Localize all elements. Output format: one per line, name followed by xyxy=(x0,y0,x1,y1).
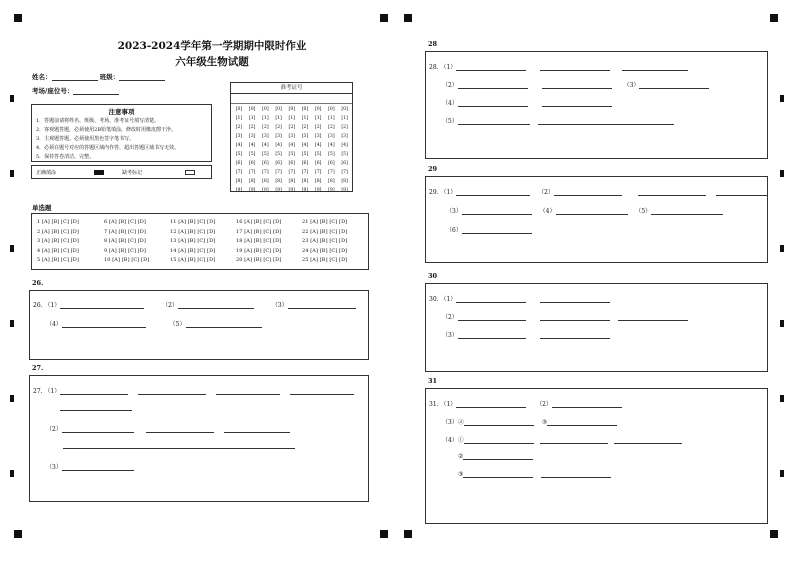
q28-row-2 xyxy=(442,80,709,89)
q27-part-1-blank[interactable] xyxy=(60,410,132,411)
q27-box xyxy=(29,375,369,502)
exam-id-digit-bubble[interactable]: [1] xyxy=(328,116,335,121)
q28-part-1-blank[interactable] xyxy=(540,70,610,71)
q27-label: 27. xyxy=(32,364,44,372)
circle-3: ③ xyxy=(541,419,548,426)
side-mark xyxy=(10,470,14,477)
exam-id-digit-bubble[interactable]: [8] xyxy=(248,179,256,184)
exam-id-digit-bubble[interactable]: [9] xyxy=(328,188,335,193)
exam-id-title: 准考证号 xyxy=(231,83,352,94)
side-mark xyxy=(780,320,784,327)
notice-item: 3．主观题答题，必须使用黑色签字笔书写。 xyxy=(36,136,135,142)
exam-id-digit-bubble[interactable]: [8] xyxy=(275,179,282,184)
choice-item[interactable]: 16 [A] [B] [C] [D] xyxy=(236,219,282,225)
q30-part-2-blank[interactable] xyxy=(618,320,688,321)
circle-2: ② xyxy=(457,419,464,426)
exam-id-digit-bubble[interactable]: [0] xyxy=(328,107,335,112)
q28-box xyxy=(425,51,768,159)
choice-item[interactable]: 24 [A] [B] [C] [D] xyxy=(302,247,348,254)
exam-id-digit-bubble[interactable]: [5] xyxy=(248,152,256,157)
side-mark xyxy=(780,395,784,402)
exam-id-digit-bubble[interactable]: [3] xyxy=(301,134,309,139)
notice-item: 4．必须在题号对应的答题区域内作答，超出答题区域书写无效。 xyxy=(36,145,180,151)
q27-part-2-blank[interactable] xyxy=(63,448,295,449)
q30-part-1-label: （1） xyxy=(440,296,457,303)
q28-part-2-blank[interactable] xyxy=(542,88,612,89)
circle-1: ① xyxy=(457,437,464,444)
exam-id-digit-bubble[interactable]: [1] xyxy=(288,116,296,121)
circle-3: ③ xyxy=(458,471,464,478)
exam-id-digit-bubble[interactable]: [6] xyxy=(301,161,309,166)
q27-row-1 xyxy=(33,386,354,395)
q27-part-1-blank[interactable] xyxy=(60,394,128,395)
exam-id-digit-bubble[interactable]: [0] xyxy=(288,107,296,112)
exam-id-digit-bubble[interactable]: [4] xyxy=(248,143,256,148)
q27-part-2-blank[interactable] xyxy=(224,432,290,433)
q29-part-6-label: （6） xyxy=(446,227,462,234)
q28-number: 28. xyxy=(429,64,439,71)
q30-part-2-label: （2） xyxy=(442,314,458,321)
q28-part-1-blank[interactable] xyxy=(622,70,688,71)
q29-part-3-blank[interactable] xyxy=(462,214,532,215)
exam-id-digit-bubble[interactable]: [3] xyxy=(275,134,282,139)
q30-part-2-blank[interactable] xyxy=(458,320,526,321)
q31-part-3-blank[interactable] xyxy=(464,425,534,426)
exam-id-digit-bubble[interactable]: [5] xyxy=(328,152,335,157)
exam-id-digit-bubble[interactable]: [9] xyxy=(341,188,348,193)
exam-id-digit-bubble[interactable]: [4] xyxy=(288,143,296,148)
q31-row-3 xyxy=(442,435,682,444)
q29-row-2 xyxy=(446,206,723,215)
q27-part-1-blank[interactable] xyxy=(216,394,280,395)
q26-part-2-label: （2） xyxy=(162,302,178,309)
q27-part-2-blank[interactable] xyxy=(62,432,134,433)
exam-id-digit-column[interactable] xyxy=(301,105,309,195)
exam-id-digit-bubble[interactable]: [6] xyxy=(341,161,348,166)
q29-part-5-label: （5） xyxy=(635,208,652,215)
choice-item[interactable]: 13 [A] [B] [C] [D] xyxy=(170,238,216,245)
q26-part-5-blank[interactable] xyxy=(186,327,262,328)
absent-mark-label: 缺考标记 xyxy=(122,170,143,176)
q31-number: 31. xyxy=(429,401,439,408)
choice-item[interactable]: 8 [A] [B] [C] [D] xyxy=(104,238,146,245)
exam-id-digit-bubble[interactable]: [2] xyxy=(341,125,348,130)
room-seat-field[interactable] xyxy=(32,86,119,95)
side-mark xyxy=(10,395,14,402)
q31-part-4-blank[interactable] xyxy=(540,443,608,444)
exam-id-digit-column[interactable] xyxy=(275,105,283,195)
exam-id-digit-bubble[interactable]: [1] xyxy=(262,116,269,121)
side-mark xyxy=(780,245,784,252)
q27-part-1-blank[interactable] xyxy=(290,394,354,395)
q28-part-5-blank[interactable] xyxy=(458,124,530,125)
q29-part-2-blank[interactable] xyxy=(638,195,706,196)
exam-id-digit-bubble[interactable]: [6] xyxy=(262,161,269,166)
q28-part-3-label: （3） xyxy=(623,82,640,89)
exam-id-digit-bubble[interactable]: [2] xyxy=(314,125,322,130)
q26-number: 26. xyxy=(33,302,43,309)
q27-part-2-blank[interactable] xyxy=(146,432,214,433)
q28-part-4-blank[interactable] xyxy=(458,106,528,107)
q30-part-3-blank[interactable] xyxy=(458,338,526,339)
q31-part-4-blank[interactable] xyxy=(463,459,533,460)
exam-id-digit-bubble[interactable]: [3] xyxy=(341,134,348,139)
q31-row-2 xyxy=(442,417,617,426)
exam-id-digit-bubble[interactable]: [7] xyxy=(235,170,243,175)
choice-item[interactable]: 1 [A] [B] [C] [D] xyxy=(37,219,79,225)
q30-row-3 xyxy=(442,330,610,339)
choice-item[interactable]: 3 [A] [B] [C] [D] xyxy=(37,238,79,245)
q27-part-1-label: （1） xyxy=(44,388,61,395)
exam-id-digit-bubble[interactable]: [0] xyxy=(235,107,243,112)
q28-part-4-blank[interactable] xyxy=(542,106,612,107)
q26-part-5-label: （5） xyxy=(169,321,186,328)
choice-item[interactable]: 25 [A] [B] [C] [D] xyxy=(302,257,348,264)
q30-part-3-label: （3） xyxy=(442,332,458,339)
q29-part-6-blank[interactable] xyxy=(462,233,532,234)
single-choice-label: 单选题 xyxy=(32,204,52,212)
q28-part-3-blank[interactable] xyxy=(639,88,709,89)
q31-part-4-label: （4） xyxy=(442,437,458,444)
choice-item[interactable]: 12 [A] [B] [C] [D] xyxy=(170,228,216,235)
q31-part-1-label: （1） xyxy=(440,401,457,408)
exam-id-digit-bubble[interactable]: [1] xyxy=(275,116,282,121)
side-mark xyxy=(10,170,14,177)
circle-2: ② xyxy=(458,453,464,460)
q26-part-3-blank[interactable] xyxy=(288,308,356,309)
q26-row-2 xyxy=(46,319,262,328)
q26-part-2-blank[interactable] xyxy=(178,308,254,309)
choice-item[interactable]: 22 [A] [B] [C] [D] xyxy=(302,228,348,235)
exam-id-digit-bubble[interactable]: [5] xyxy=(288,152,296,157)
q28-row-3 xyxy=(442,98,612,107)
q29-part-3-label: （3） xyxy=(446,208,462,215)
q28-part-2-blank[interactable] xyxy=(458,88,528,89)
exam-id-digit-bubble[interactable]: [9] xyxy=(235,188,243,193)
name-field[interactable] xyxy=(32,72,165,81)
exam-id-digit-bubble[interactable]: [9] xyxy=(314,188,322,193)
q31-part-2-label: （2） xyxy=(536,401,552,408)
exam-id-digit-bubble[interactable]: [5] xyxy=(262,152,269,157)
side-mark xyxy=(10,95,14,102)
corner-mark xyxy=(14,14,22,22)
exam-id-digit-bubble[interactable]: [7] xyxy=(262,170,269,175)
q26-part-4-blank[interactable] xyxy=(62,327,146,328)
exam-title xyxy=(62,38,362,69)
q30-row-2 xyxy=(442,312,688,321)
q31-part-3-label: （3） xyxy=(442,419,458,426)
exam-id-digit-bubble[interactable]: [1] xyxy=(341,116,348,121)
exam-id-grid xyxy=(230,82,353,192)
side-mark xyxy=(780,95,784,102)
exam-id-digit-bubble[interactable]: [5] xyxy=(301,152,309,157)
exam-id-digit-bubble[interactable]: [5] xyxy=(235,152,243,157)
q31-part-4-blank[interactable] xyxy=(464,443,534,444)
choice-item[interactable]: 18 [A] [B] [C] [D] xyxy=(236,238,282,245)
fill-legend xyxy=(31,165,212,179)
exam-id-digit-bubble[interactable]: [2] xyxy=(328,125,335,130)
q31-part-1-blank[interactable] xyxy=(456,407,526,408)
choice-item[interactable]: 11 [A] [B] [C] [D] xyxy=(170,219,216,225)
q28-row-4 xyxy=(442,116,674,125)
q28-part-5-blank[interactable] xyxy=(538,124,674,125)
exam-id-digit-bubble[interactable]: [5] xyxy=(341,152,348,157)
q31-part-4-blank[interactable] xyxy=(541,477,611,478)
title-line-1: 2023-2024学年第一学期期中限时作业 xyxy=(117,40,307,52)
center-mark xyxy=(404,14,412,22)
choice-item[interactable]: 10 [A] [B] [C] [D] xyxy=(104,257,150,264)
choice-item[interactable]: 2 [A] [B] [C] [D] xyxy=(37,228,79,235)
q31-row-1 xyxy=(429,399,622,408)
exam-id-digit-bubble[interactable]: [6] xyxy=(248,161,256,166)
side-mark xyxy=(780,170,784,177)
q30-part-3-blank[interactable] xyxy=(540,338,610,339)
q30-number: 30. xyxy=(429,296,439,303)
exam-id-digit-bubble[interactable]: [2] xyxy=(301,125,309,130)
q29-part-1-blank[interactable] xyxy=(456,195,530,196)
q29-label: 29 xyxy=(428,165,438,173)
q26-row-1 xyxy=(33,300,356,309)
exam-id-digit-bubble[interactable]: [2] xyxy=(262,125,269,130)
title-line-2: 六年级生物试题 xyxy=(175,56,249,68)
exam-id-digit-bubble[interactable]: [7] xyxy=(248,170,256,175)
q30-row-1 xyxy=(429,294,610,303)
q26-part-3-label: （3） xyxy=(271,302,288,309)
q26-part-4-label: （4） xyxy=(46,321,62,328)
exam-id-digit-bubble[interactable]: [5] xyxy=(275,152,282,157)
exam-id-digit-bubble[interactable]: [5] xyxy=(314,152,322,157)
q31-part-2-blank[interactable] xyxy=(552,407,622,408)
exam-id-digit-bubble[interactable]: [7] xyxy=(275,170,282,175)
q27-row-2 xyxy=(46,424,290,433)
corner-mark xyxy=(770,14,778,22)
exam-id-digit-bubble[interactable]: [7] xyxy=(328,170,335,175)
exam-id-columns[interactable] xyxy=(231,104,352,194)
choice-item[interactable]: 23 [A] [B] [C] [D] xyxy=(302,238,348,245)
center-mark xyxy=(404,530,412,538)
exam-id-digit-bubble[interactable]: [4] xyxy=(301,143,309,148)
class-label: 班级： xyxy=(99,73,120,81)
q30-label: 30 xyxy=(428,272,438,280)
q31-label: 31 xyxy=(428,377,438,385)
q29-part-5-blank[interactable] xyxy=(651,214,723,215)
q29-row-1 xyxy=(429,187,768,196)
exam-id-digit-bubble[interactable]: [4] xyxy=(314,143,322,148)
q26-box xyxy=(29,290,369,360)
exam-id-digit-bubble[interactable]: [8] xyxy=(314,179,322,184)
exam-id-digit-bubble[interactable]: [2] xyxy=(235,125,243,130)
q31-box xyxy=(425,388,768,524)
side-mark xyxy=(10,245,14,252)
exam-id-digit-bubble[interactable]: [1] xyxy=(314,116,322,121)
q27-number: 27. xyxy=(33,388,43,395)
exam-id-digit-bubble[interactable]: [6] xyxy=(288,161,296,166)
exam-id-digit-bubble[interactable]: [8] xyxy=(288,179,296,184)
q26-label: 26. xyxy=(32,279,44,287)
choice-item[interactable]: 6 [A] [B] [C] [D] xyxy=(104,219,146,225)
q29-box xyxy=(425,176,768,263)
exam-id-digit-bubble[interactable]: [0] xyxy=(262,107,269,112)
choice-item[interactable]: 20 [A] [B] [C] [D] xyxy=(236,257,282,264)
exam-id-digit-bubble[interactable]: [4] xyxy=(328,143,335,148)
exam-id-digit-bubble[interactable]: [4] xyxy=(275,143,282,148)
q28-part-5-label: （5） xyxy=(442,118,458,125)
exam-id-digit-bubble[interactable]: [7] xyxy=(288,170,296,175)
notice-item: 1．答题前请将姓名、班级、考场、准考证号填写清楚。 xyxy=(36,118,160,124)
side-mark xyxy=(780,470,784,477)
q29-part-2-blank[interactable] xyxy=(716,195,768,196)
q27-part-2-label: （2） xyxy=(46,426,62,433)
exam-id-digit-bubble[interactable]: [8] xyxy=(341,179,348,184)
correct-fill-sample xyxy=(94,170,104,175)
exam-id-digit-bubble[interactable]: [1] xyxy=(301,116,309,121)
exam-id-digit-bubble[interactable]: [2] xyxy=(288,125,296,130)
exam-id-digit-bubble[interactable]: [0] xyxy=(248,107,256,112)
choice-item[interactable]: 19 [A] [B] [C] [D] xyxy=(236,247,282,254)
q27-part-1-blank[interactable] xyxy=(138,394,206,395)
exam-id-digit-column[interactable] xyxy=(314,105,322,195)
choice-item[interactable]: 7 [A] [B] [C] [D] xyxy=(104,228,146,235)
exam-id-digit-bubble[interactable]: [1] xyxy=(248,116,256,121)
exam-id-digit-bubble[interactable]: [7] xyxy=(301,170,309,175)
q26-part-1-label: （1） xyxy=(44,302,61,309)
notice-title: 注意事项 xyxy=(108,108,135,116)
choice-item[interactable]: 17 [A] [B] [C] [D] xyxy=(236,228,282,235)
absent-mark-box[interactable] xyxy=(185,170,195,175)
q29-row-3 xyxy=(446,225,532,234)
corner-mark xyxy=(14,530,22,538)
exam-id-digit-bubble[interactable]: [9] xyxy=(248,188,256,193)
q28-part-4-label: （4） xyxy=(442,100,458,107)
exam-id-digit-bubble[interactable]: [8] xyxy=(262,179,269,184)
q26-part-1-blank[interactable] xyxy=(60,308,144,309)
choice-item[interactable]: 21 [A] [B] [C] [D] xyxy=(302,219,348,225)
choice-item[interactable]: 14 [A] [B] [C] [D] xyxy=(170,247,216,254)
q27-part-3-label: （3） xyxy=(46,464,62,471)
exam-id-digit-bubble[interactable]: [4] xyxy=(235,143,243,148)
choice-item[interactable]: 15 [A] [B] [C] [D] xyxy=(170,257,216,264)
correct-fill-label: 正确填涂 xyxy=(36,170,57,176)
exam-id-digit-bubble[interactable]: [8] xyxy=(301,179,309,184)
q28-part-1-blank[interactable] xyxy=(456,70,526,71)
q31-row-4 xyxy=(458,453,533,460)
notice-box xyxy=(31,104,212,162)
q29-number: 29. xyxy=(429,189,439,196)
q28-part-2-label: （2） xyxy=(442,82,458,89)
q29-part-2-blank[interactable] xyxy=(554,195,622,196)
q29-part-1-label: （1） xyxy=(440,189,457,196)
exam-id-digit-column[interactable] xyxy=(341,105,349,195)
exam-id-digit-column[interactable] xyxy=(261,105,269,195)
exam-id-digit-bubble[interactable]: [2] xyxy=(248,125,256,130)
q30-part-1-blank[interactable] xyxy=(456,302,526,303)
notice-item: 5．保持答卷清洁、完整。 xyxy=(36,154,95,160)
exam-id-digit-bubble[interactable]: [1] xyxy=(235,116,243,121)
q27-part-3-blank[interactable] xyxy=(62,470,134,471)
exam-id-digit-bubble[interactable]: [3] xyxy=(248,134,256,139)
single-choice-box xyxy=(31,213,369,270)
exam-id-digit-bubble[interactable]: [0] xyxy=(314,107,322,112)
exam-id-digit-bubble[interactable]: [4] xyxy=(262,143,269,148)
exam-id-digit-bubble[interactable]: [3] xyxy=(288,134,296,139)
q31-part-4-blank[interactable] xyxy=(614,443,682,444)
q27-row-3 xyxy=(46,462,134,471)
exam-id-digit-bubble[interactable]: [3] xyxy=(262,134,269,139)
room-seat-label: 考场/座位号： xyxy=(32,87,74,95)
q28-row-1 xyxy=(429,62,688,71)
exam-id-digit-bubble[interactable]: [7] xyxy=(341,170,348,175)
q28-label: 28 xyxy=(428,40,438,48)
exam-id-digit-bubble[interactable]: [3] xyxy=(328,134,335,139)
q30-box xyxy=(425,283,768,372)
notice-item: 2．客观题答题，必须使用2B铅笔填涂，修改时用橡皮擦干净。 xyxy=(36,127,177,133)
exam-id-digit-bubble[interactable]: [8] xyxy=(328,179,335,184)
exam-id-digit-bubble[interactable]: [7] xyxy=(314,170,322,175)
exam-id-digit-bubble[interactable]: [6] xyxy=(314,161,322,166)
exam-id-digit-bubble[interactable]: [4] xyxy=(341,143,348,148)
exam-id-digit-bubble[interactable]: [0] xyxy=(275,107,282,112)
q31-row-5 xyxy=(458,471,611,478)
exam-id-digit-column[interactable] xyxy=(288,105,296,195)
corner-mark xyxy=(770,530,778,538)
exam-id-digit-column[interactable] xyxy=(248,105,256,195)
exam-id-digit-bubble[interactable]: [6] xyxy=(328,161,335,166)
name-label: 姓名： xyxy=(32,73,52,81)
choice-item[interactable]: 5 [A] [B] [C] [D] xyxy=(37,257,79,264)
exam-id-digit-bubble[interactable]: [9] xyxy=(301,188,309,193)
center-mark xyxy=(380,530,388,538)
exam-id-digit-bubble[interactable]: [0] xyxy=(301,107,309,112)
exam-id-digit-bubble[interactable]: [3] xyxy=(314,134,322,139)
q30-part-1-blank[interactable] xyxy=(540,302,610,303)
q30-part-2-blank[interactable] xyxy=(540,320,610,321)
q31-part-3-blank[interactable] xyxy=(547,425,617,426)
center-mark xyxy=(380,14,388,22)
exam-id-digit-bubble[interactable]: [8] xyxy=(235,179,243,184)
exam-id-digit-bubble[interactable]: [6] xyxy=(235,161,243,166)
exam-id-digit-bubble[interactable]: [9] xyxy=(288,188,296,193)
exam-id-digit-column[interactable] xyxy=(235,105,243,195)
exam-id-digit-bubble[interactable]: [9] xyxy=(262,188,269,193)
exam-id-digit-bubble[interactable]: [6] xyxy=(275,161,282,166)
choice-item[interactable]: 4 [A] [B] [C] [D] xyxy=(37,247,79,254)
q28-part-1-label: （1） xyxy=(440,64,457,71)
q29-part-2-label: （2） xyxy=(538,189,554,196)
q29-part-4-blank[interactable] xyxy=(556,214,628,215)
q29-part-4-label: （4） xyxy=(539,208,556,215)
q31-part-4-blank[interactable] xyxy=(463,477,533,478)
choice-item[interactable]: 9 [A] [B] [C] [D] xyxy=(104,247,146,254)
exam-id-digit-column[interactable] xyxy=(327,105,335,195)
exam-id-digit-bubble[interactable]: [0] xyxy=(341,107,348,112)
exam-id-digit-bubble[interactable]: [2] xyxy=(275,125,282,130)
exam-id-digit-bubble[interactable]: [9] xyxy=(275,188,282,193)
exam-id-digit-bubble[interactable]: [3] xyxy=(235,134,243,139)
side-mark xyxy=(10,320,14,327)
